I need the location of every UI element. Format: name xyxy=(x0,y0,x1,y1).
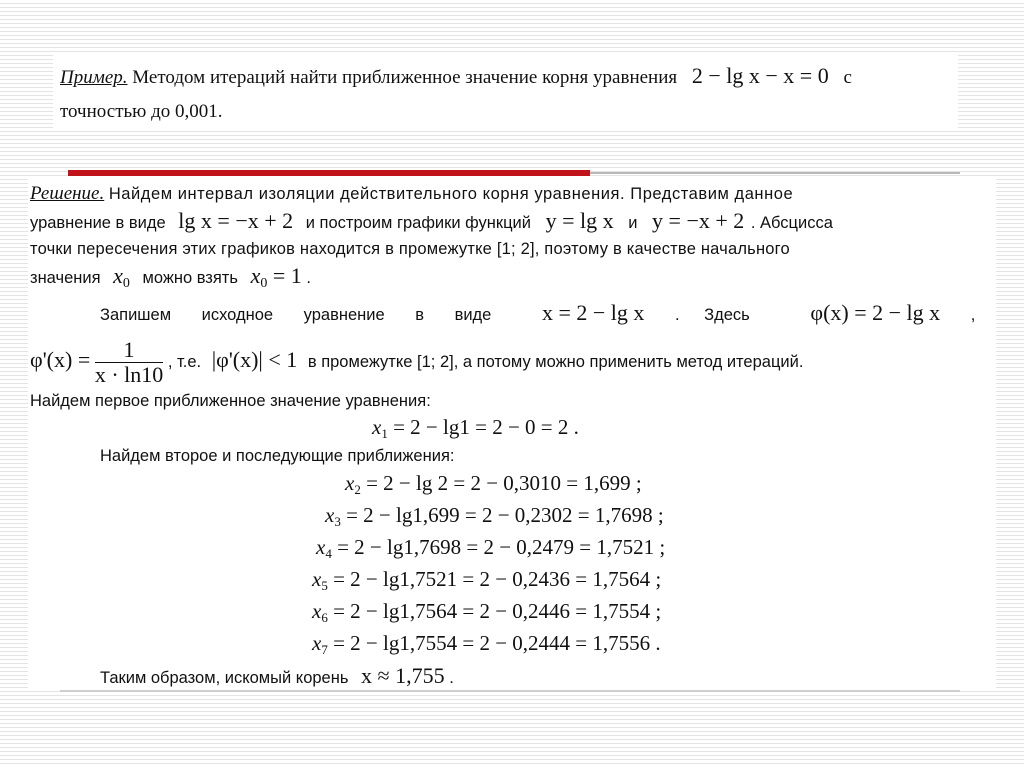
text-fragment: , т.е. xyxy=(167,353,202,371)
equation-x-form: x = 2 − lg x xyxy=(541,300,645,325)
var-x: x xyxy=(372,415,382,439)
bottom-rule xyxy=(60,690,960,692)
iteration-x3 xyxy=(325,501,664,536)
example-label: Пример. xyxy=(60,67,128,88)
fraction xyxy=(95,338,163,387)
var-x: x xyxy=(312,567,322,591)
text-fragment: , xyxy=(970,306,976,324)
fraction-numerator: 1 xyxy=(95,338,163,363)
text-fragment: уравнение в виде xyxy=(30,214,166,232)
equation-rest: = 2 − lg 2 = 2 − 0,3010 = 1,699 ; xyxy=(366,471,642,495)
subscript: 0 xyxy=(122,276,130,291)
equation-rest: = 2 − lg1,7698 = 2 − 0,2479 = 1,7521 ; xyxy=(337,535,666,559)
equation-rest: = 2 − lg1,7564 = 2 − 0,2446 = 1,7554 ; xyxy=(333,599,662,623)
var-x: x xyxy=(345,471,355,495)
solution-line-5 xyxy=(100,301,975,327)
equation-tail: = 1 xyxy=(272,263,302,288)
text-fragment: . xyxy=(306,269,311,287)
text-fragment: и xyxy=(628,214,638,232)
var-x: x xyxy=(312,631,322,655)
equation-rest: = 2 − lg1,7554 = 2 − 0,2444 = 1,7556 . xyxy=(333,631,661,655)
example-line-1 xyxy=(60,64,852,90)
equation-rest: = 2 − lg1,7521 = 2 − 0,2436 = 1,7564 ; xyxy=(333,567,662,591)
subscript: 0 xyxy=(260,276,268,291)
example-line-2: точностью до 0,001. xyxy=(60,101,223,122)
text-fragment: и построим графики функций xyxy=(305,214,531,232)
equation-rest: = 2 − lg1 = 2 − 0 = 2 . xyxy=(393,415,579,439)
equation-lgx: lg x = −x + 2 xyxy=(178,208,294,233)
text-fragment: можно взять xyxy=(142,269,238,287)
equation-x0-eq-1 xyxy=(250,263,302,291)
iteration-x5 xyxy=(312,565,661,600)
var-x: x xyxy=(312,599,322,623)
text-fragment: Запишем исходное уравнение в виде xyxy=(100,306,492,324)
conclusion-line xyxy=(100,664,454,690)
solution-line-4 xyxy=(30,264,311,296)
first-approximation xyxy=(372,413,579,448)
subscript: 7 xyxy=(321,642,328,657)
equation-abs-phi: |φ'(x)| < 1 xyxy=(211,347,298,372)
subscript: 1 xyxy=(381,426,388,441)
solution-line-3: точки пересечения этих графиков находится в промежутке [1; 2], поэтому в качестве начального xyxy=(30,240,790,258)
example-equation: 2 − lg x − x = 0 xyxy=(691,63,829,88)
subscript: 3 xyxy=(334,514,341,529)
iteration-x7 xyxy=(312,629,661,664)
text-fragment: . xyxy=(449,669,454,687)
equation-x0 xyxy=(113,263,130,291)
equation-phi: φ(x) = 2 − lg x xyxy=(810,300,941,325)
fraction-denominator: x · ln10 xyxy=(94,362,164,388)
solution-line-8: Найдем второе и последующие приближения: xyxy=(100,447,455,465)
equation-y-lgx: y = lg x xyxy=(545,208,614,233)
equation-result: x ≈ 1,755 xyxy=(361,663,445,688)
subscript: 5 xyxy=(321,578,328,593)
example-tail: с xyxy=(843,67,852,88)
solution-line-6 xyxy=(30,332,803,390)
equation-phi-derivative: φ'(x) = xyxy=(30,347,91,372)
subscript: 2 xyxy=(354,482,361,497)
text-fragment: значения xyxy=(30,269,101,287)
solution-line-7: Найдем первое приближенное значение уравнения: xyxy=(30,392,431,410)
subscript: 4 xyxy=(325,546,332,561)
divider-rule xyxy=(590,172,960,174)
text-fragment: . Здесь xyxy=(674,306,750,324)
var-x: x xyxy=(250,263,261,288)
iteration-x2 xyxy=(345,469,642,504)
equation-rest: = 2 − lg1,699 = 2 − 0,2302 = 1,7698 ; xyxy=(346,503,664,527)
example-text: Методом итераций найти приближенное значение корня уравнения xyxy=(132,67,678,88)
iteration-x4 xyxy=(316,533,665,568)
var-x: x xyxy=(325,503,335,527)
solution-line-1 xyxy=(30,182,793,206)
text-fragment: . Абсцисса xyxy=(750,214,833,232)
var-x: x xyxy=(316,535,326,559)
subscript: 6 xyxy=(321,610,328,625)
text-fragment: Таким образом, искомый корень xyxy=(100,669,349,687)
solution-line-2 xyxy=(30,209,833,235)
iteration-x6 xyxy=(312,597,661,632)
equation-y-linear: y = −x + 2 xyxy=(652,208,745,233)
solution-label: Решение. xyxy=(30,183,105,204)
text-fragment: в промежутке [1; 2], а потому можно применить метод итераций. xyxy=(307,353,804,371)
var-x: x xyxy=(113,263,123,288)
solution-p1-line1: Найдем интервал изоляции действительного корня уравнения. Представим данное xyxy=(108,185,794,203)
